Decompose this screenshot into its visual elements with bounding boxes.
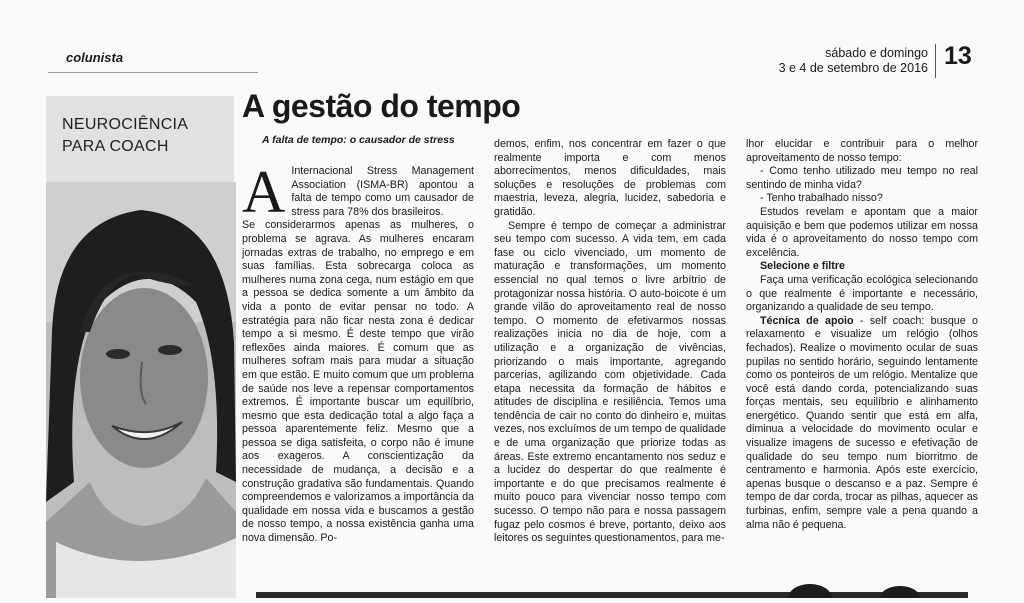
bottom-photo-crop xyxy=(770,578,950,598)
article-paragraph: Estudos revelam e apontam que a maior aquisição e bem que podemos utilizar em nossa vida é o aproveitamento do nosso tempo com excelência. xyxy=(746,205,978,259)
paragraph-text: Internacional Stress Management Association (ISMA-BR) apontou a falta de tempo como um causador de stress para 78% dos brasileiros. xyxy=(291,165,474,218)
paragraph-text: - self coach: busque o relaxamento e visualize um relógio (olhos fechados). Realize o movimento ocular de suas pupilas no sentido horário, seguindo lentamente como os ponteiros de um relógio. Mentalize que você está dando corda, potencializando suas forças mentais, seu equilíbrio e alinhamento energético. Quando sentir que está em alfa, diminua a velocidade do movimento ocular e visualize imagens de sucesso e efetivação de qualidade do seu tempo num biorritmo de centramento e harmonia. Após este exercício, apenas busque o descanso e a paz. Sempre é tempo de dar corda, trocar as pilhas, aquecer as turbinas, enfim, sempre vale a pena quando a alma não é pequena. xyxy=(746,314,978,531)
section-subtitle: Selecione e filtre xyxy=(760,260,845,273)
article-title: A gestão do tempo xyxy=(242,88,521,124)
column-tag xyxy=(46,96,234,182)
drop-cap: A xyxy=(242,159,286,225)
article-column-3 xyxy=(746,138,978,532)
article-paragraph: Se considerarmos apenas as mulheres, o problema se agrava. As mulheres encaram jornadas extras de trabalho, no emprego e em suas famílias. Esta sobrecarga coloca as mulheres numa zona cega, num estágio em que a pessoa se dedica somente a um âmbito da vida a ponto de evitar pensar no todo. A estratégia para não ficar nesta zona é dedicar tempo a si mesmo. É deste tempo que virão reflexões ainda maiores. É comum que as mulheres sofram mais para mudar a situação em que estão. E muito comum que um problema de saúde nos leve a repensar comportamentos extremos. É importante buscar um equilíbrio, mesmo que esta dedicação total a algo faça a pessoa aparentemente feliz. Mesmo que a pessoa se diga satisfeita, o corpo não é imune aos exageros. A conscientização da necessidade de mudança, a decisão e a construção gradativa são fundamentais. Quando compreendemos e valorizamos a importância da qualidade em nossa vida e buscamos a gestão de nosso tempo, a nossa existência ganha uma nova dimensão. Po- xyxy=(242,219,474,545)
issue-date-line1: sábado e domingo xyxy=(825,46,928,60)
issue-date-line2: 3 e 4 de setembro de 2016 xyxy=(778,61,928,75)
article-paragraph: lhor elucidar e contribuir para o melhor aproveitamento de nosso tempo: xyxy=(746,138,978,164)
column-tag-line1: NEUROCIÊNCIA xyxy=(62,116,189,133)
article-paragraph xyxy=(242,159,474,225)
article-subtitle: A falta de tempo: o causador de stress xyxy=(262,134,455,146)
section-label: colunista xyxy=(66,50,124,65)
article-paragraph: Faça uma verificação ecológica selecionando o que realmente é importante e necessário, organizando a qualidade de seu tempo. xyxy=(746,273,978,314)
question-item: - Tenho trabalhado nisso? xyxy=(760,192,883,205)
article-paragraph: Sempre é tempo de começar a administrar seu tempo com sucesso. A vida tem, em cada fase ou ciclo vivenciado, um momento de maturação e transformações, um momento essencial no qual temos o livre arbítrio de protagonizar nossa história. O auto-boicote é um grande vilão do aproveitamento real de nosso tempo. O momento de efetivarmos nossas realizações inicia no dia de hoje, com a utilização e a organização de vivências, priorizando o mais importante, agregando parcerias, agilizando com objetividade. Cada etapa necessita da formação de hábitos e atitudes de disciplina e resiliência. Temos uma tendência de cair no conto do dinheiro e, muitas vezes, nos excluímos de um tempo de qualidade e de uma organização que priorize todas as áreas. Este extremo encantamento nos seduz e a lucidez do despertar do que realmente é importante e do que precisamos realmente é muito pouco para vivenciar nosso tempo com sucesso. O tempo não para e nossa passagem fugaz pelo cosmos é breve, portanto, deixo aos leitores os seguintes questionamentos, para me- xyxy=(494,219,726,545)
author-portrait xyxy=(46,182,236,598)
column-tag-line2: PARA COACH xyxy=(62,138,169,155)
section-subtitle: Técnica de apoio xyxy=(760,314,854,327)
article-column-2 xyxy=(494,138,726,546)
article-column-1 xyxy=(242,159,474,546)
header-rule xyxy=(48,72,258,73)
page-number: 13 xyxy=(944,42,972,70)
article-paragraph: demos, enfim, nos concentrar em fazer o que realmente importa e com menos aborrecimentos, menos dificuldades, mais soluções e resoluções de problemas com maestria, leveza, alegria, lucidez, sabedoria e gratidão. xyxy=(494,138,726,218)
date-separator xyxy=(935,44,936,78)
question-item: - Como tenho utilizado meu tempo no real sentindo de minha vida? xyxy=(746,165,978,191)
article-paragraph xyxy=(746,315,978,533)
issue-date xyxy=(779,46,928,76)
